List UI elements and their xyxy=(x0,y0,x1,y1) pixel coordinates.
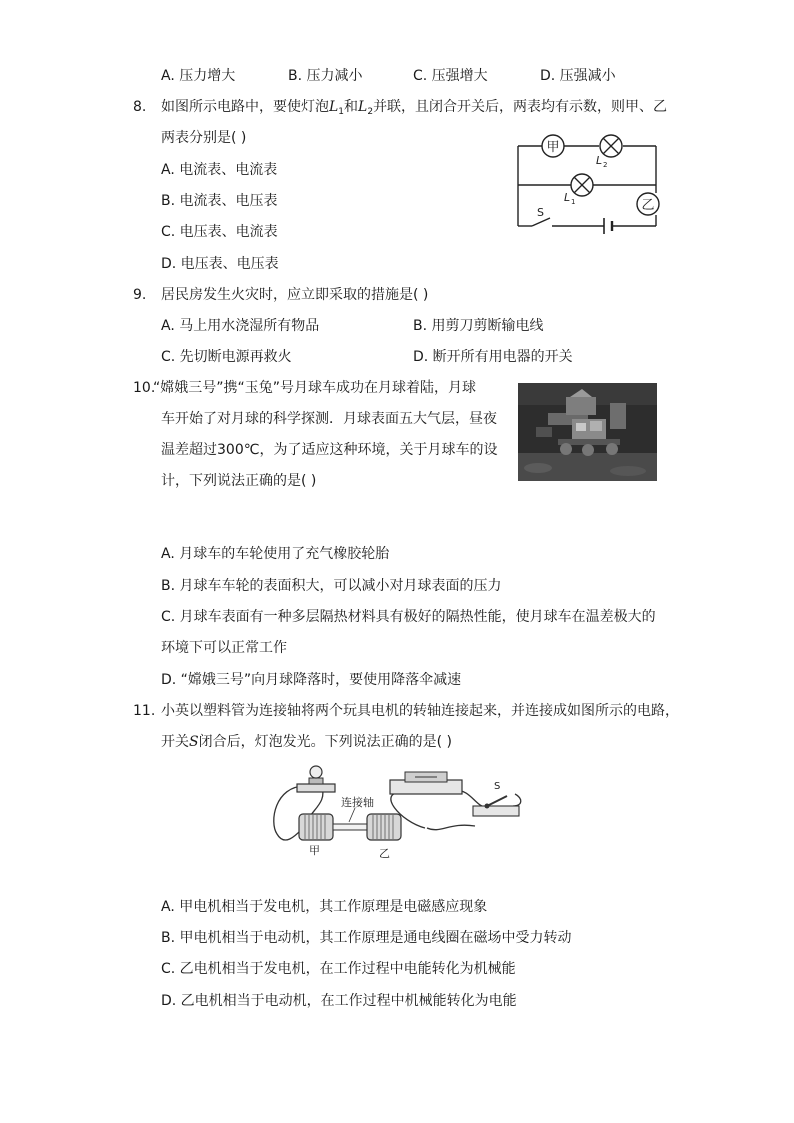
q8-bulb-l1-sub: 1 xyxy=(571,198,576,206)
q7-option-a: A. 压力增大 xyxy=(161,68,236,84)
q8-stem-line1: 如图所示电路中，要使灯泡$L_1$和$L_2$并联，且闭合开关后，两表均有示数，则甲、乙 xyxy=(161,99,668,117)
q8-circuit-diagram xyxy=(512,130,662,234)
q9-option-c: C. 先切断电源再救火 xyxy=(161,349,292,365)
q10-option-b: B. 月球车车轮的表面积大，可以减小对月球表面的压力 xyxy=(161,578,502,594)
q9-option-d: D. 断开所有用电器的开关 xyxy=(413,349,573,365)
q11-number: 11. xyxy=(133,703,156,719)
q8-stem-line2: 两表分别是( ) xyxy=(161,130,247,146)
q8-option-a: A. 电流表、电流表 xyxy=(161,162,278,178)
q7-option-c: C. 压强增大 xyxy=(413,68,488,84)
q11-stem-line2: 开关S闭合后，灯泡发光。下列说法正确的是( ) xyxy=(161,734,452,750)
q8-meter-b-label: 乙 xyxy=(641,198,655,213)
q11-option-a: A. 甲电机相当于发电机，其工作原理是电磁感应现象 xyxy=(161,899,488,915)
q8-bulb-l2-sub: 2 xyxy=(603,161,608,169)
q10-option-c-continued: 环境下可以正常工作 xyxy=(161,640,287,656)
q11-option-b: B. 甲电机相当于电动机，其工作原理是通电线圈在磁场中受力转动 xyxy=(161,930,572,946)
q8-bulb-l2-label: L xyxy=(596,154,603,167)
q8-number: 8. xyxy=(133,99,147,115)
q11-option-c: C. 乙电机相当于发电机，在工作过程中电能转化为机械能 xyxy=(161,961,516,977)
q11-motor-a-label: 甲 xyxy=(309,844,320,857)
q9-number: 9. xyxy=(133,287,147,303)
q11-stem-line1: 小英以塑料管为连接轴将两个玩具电机的转轴连接起来，并连接成如图所示的电路， xyxy=(161,703,679,719)
q10-option-a: A. 月球车的车轮使用了充气橡胶轮胎 xyxy=(161,546,390,562)
q11-motors-figure xyxy=(265,762,527,860)
q11-motor-b-label: 乙 xyxy=(379,847,390,860)
q10-stem-line2: 车开始了对月球的科学探测．月球表面五大气层，昼夜 xyxy=(161,411,497,427)
q10-option-c: C. 月球车表面有一种多层隔热材料具有极好的隔热性能，使月球车在温差极大的 xyxy=(161,609,656,625)
q7-option-b: B. 压力减小 xyxy=(288,68,363,84)
q8-meter-a-label: 甲 xyxy=(546,140,560,155)
q8-bulb-l1-label: L xyxy=(564,191,571,204)
q9-option-a: A. 马上用水浇湿所有物品 xyxy=(161,318,320,334)
q9-option-b: B. 用剪刀剪断输电线 xyxy=(413,318,544,334)
q8-option-b: B. 电流表、电压表 xyxy=(161,193,278,209)
q10-stem-line4: 计，下列说法正确的是( ) xyxy=(161,473,317,489)
q10-number: 10. xyxy=(133,380,156,396)
q10-stem-line1: “嫦娥三号”携“玉兔”号月球车成功在月球着陆，月球 xyxy=(153,380,477,396)
q7-option-d: D. 压强减小 xyxy=(540,68,616,84)
q11-option-d: D. 乙电机相当于电动机，在工作过程中机械能转化为电能 xyxy=(161,993,517,1009)
q9-stem: 居民房发生火灾时，应立即采取的措施是( ) xyxy=(161,287,429,303)
q10-stem-line3: 温差超过300℃，为了适应这种环境，关于月球车的设 xyxy=(161,442,498,458)
q10-option-d: D. “嫦娥三号”向月球降落时，要使用降落伞减速 xyxy=(161,672,462,688)
lunar-rover-photo xyxy=(518,383,657,481)
q11-switch-label: S xyxy=(494,781,501,792)
q8-switch-label: S xyxy=(537,206,544,219)
q11-axle-label: 连接轴 xyxy=(341,796,374,809)
q8-option-c: C. 电压表、电流表 xyxy=(161,224,278,240)
q8-option-d: D. 电压表、电压表 xyxy=(161,256,279,272)
